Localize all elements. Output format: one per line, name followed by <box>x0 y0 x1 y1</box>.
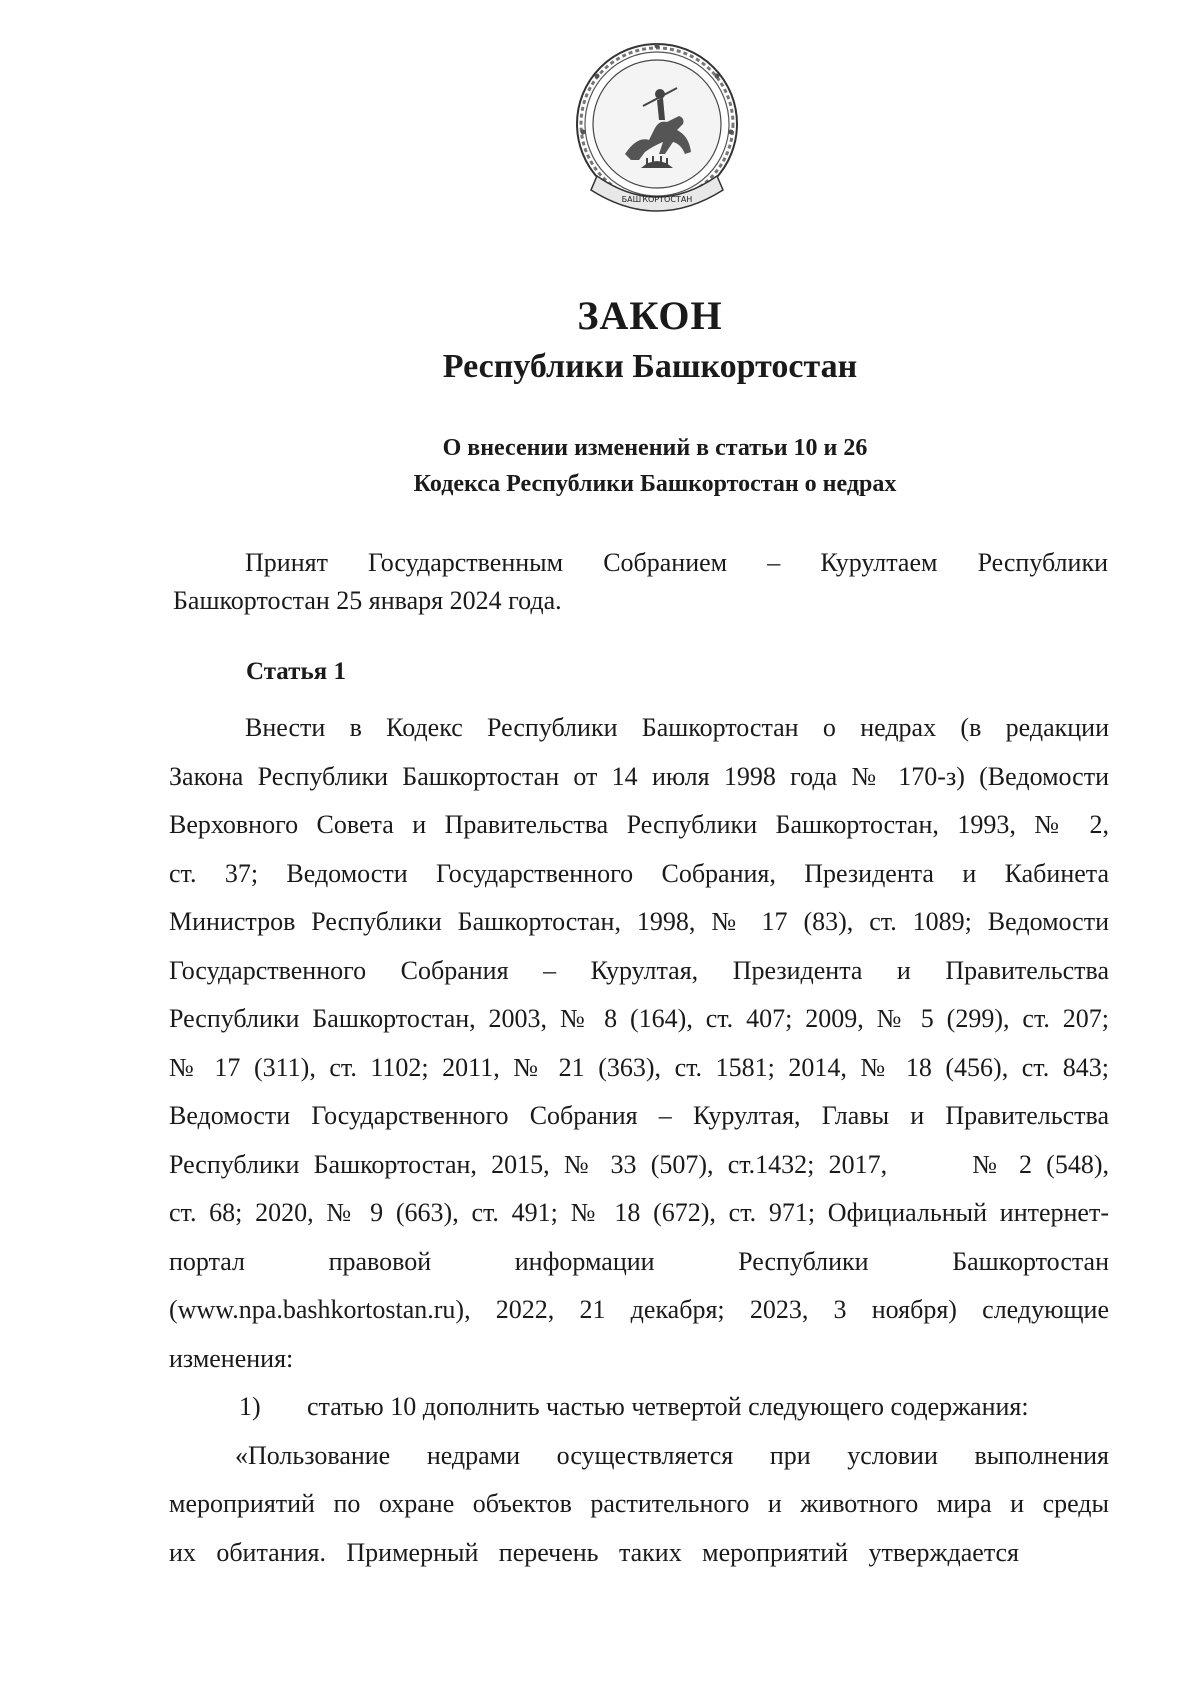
body-line: Внести в Кодекс Республики Башкортостан о недрах (в редакции <box>245 713 1109 742</box>
body-line: Республики Башкортостан, 2015, № 33 (507), ст.1432; 2017, № 2 (548), <box>169 1149 1109 1179</box>
quote-line: мероприятий по охране объектов растительного и животного мира и среды <box>169 1489 1109 1518</box>
body-line: Министров Республики Башкортостан, 1998, № 17 (83), ст. 1089; Ведомости <box>169 907 1109 936</box>
body-line: Ведомости Государственного Собрания – Курултая, Главы и Правительства <box>169 1101 1109 1130</box>
body-line: ст. 37; Ведомости Государственного Собрания, Президента и Кабинета <box>169 858 1109 888</box>
list-item-1 <box>169 1383 1109 1432</box>
adoption-line-2: Башкортостан 25 января 2024 года. <box>173 586 562 615</box>
adoption-note <box>173 544 1108 620</box>
emblem-ribbon-text: БАШҠОРТОСТАН <box>621 195 693 204</box>
body-line: (www.npa.bashkortostan.ru), 2022, 21 декабря; 2023, 3 ноября) следующие <box>169 1295 1109 1324</box>
quote-line: «Пользование недрами осуществляется при условии выполнения <box>235 1440 1109 1470</box>
subject-line-2: Кодекса Республики Башкортостан о недрах <box>413 471 897 497</box>
body-line: портал правовой информации Республики Башкортостан <box>169 1246 1109 1276</box>
body-line: Закона Республики Башкортостан от 14 июля 1998 года № 170-з) (Ведомости <box>169 761 1109 791</box>
subject-line-1: О внесении изменений в статьи 10 и 26 <box>442 435 868 461</box>
law-subject <box>55 430 1200 502</box>
body-line: ст. 68; 2020, № 9 (663), ст. 491; № 18 (672), ст. 971; Официальный интернет- <box>169 1198 1109 1227</box>
body-line: Республики Башкортостан, 2003, № 8 (164), ст. 407; 2009, № 5 (299), ст. 207; <box>169 1004 1109 1033</box>
article-1-body <box>169 704 1109 1577</box>
body-line: Верховного Совета и Правительства Республики Башкортостан, 1993, № 2, <box>169 810 1109 839</box>
coat-of-arms-emblem <box>567 36 747 230</box>
law-title: ЗАКОН <box>577 293 723 338</box>
list-item-text: статью 10 дополнить частью четвертой следующего содержания: <box>307 1392 1029 1421</box>
list-item-number: 1) <box>239 1392 261 1421</box>
law-subtitle: Республики Башкортостан <box>442 348 858 385</box>
body-line: Государственного Собрания – Курултая, Президента и Правительства <box>169 955 1109 985</box>
adoption-line-1: Принят Государственным Собранием – Курултаем Республики <box>245 548 1108 577</box>
body-line: изменения: <box>169 1343 294 1373</box>
quote-line: их обитания. Примерный перечень таких мероприятий утверждается <box>169 1537 1019 1567</box>
body-line: № 17 (311), ст. 1102; 2011, № 21 (363), ст. 1581; 2014, № 18 (456), ст. 843; <box>169 1052 1109 1082</box>
article-1-heading: Статья 1 <box>246 658 346 685</box>
